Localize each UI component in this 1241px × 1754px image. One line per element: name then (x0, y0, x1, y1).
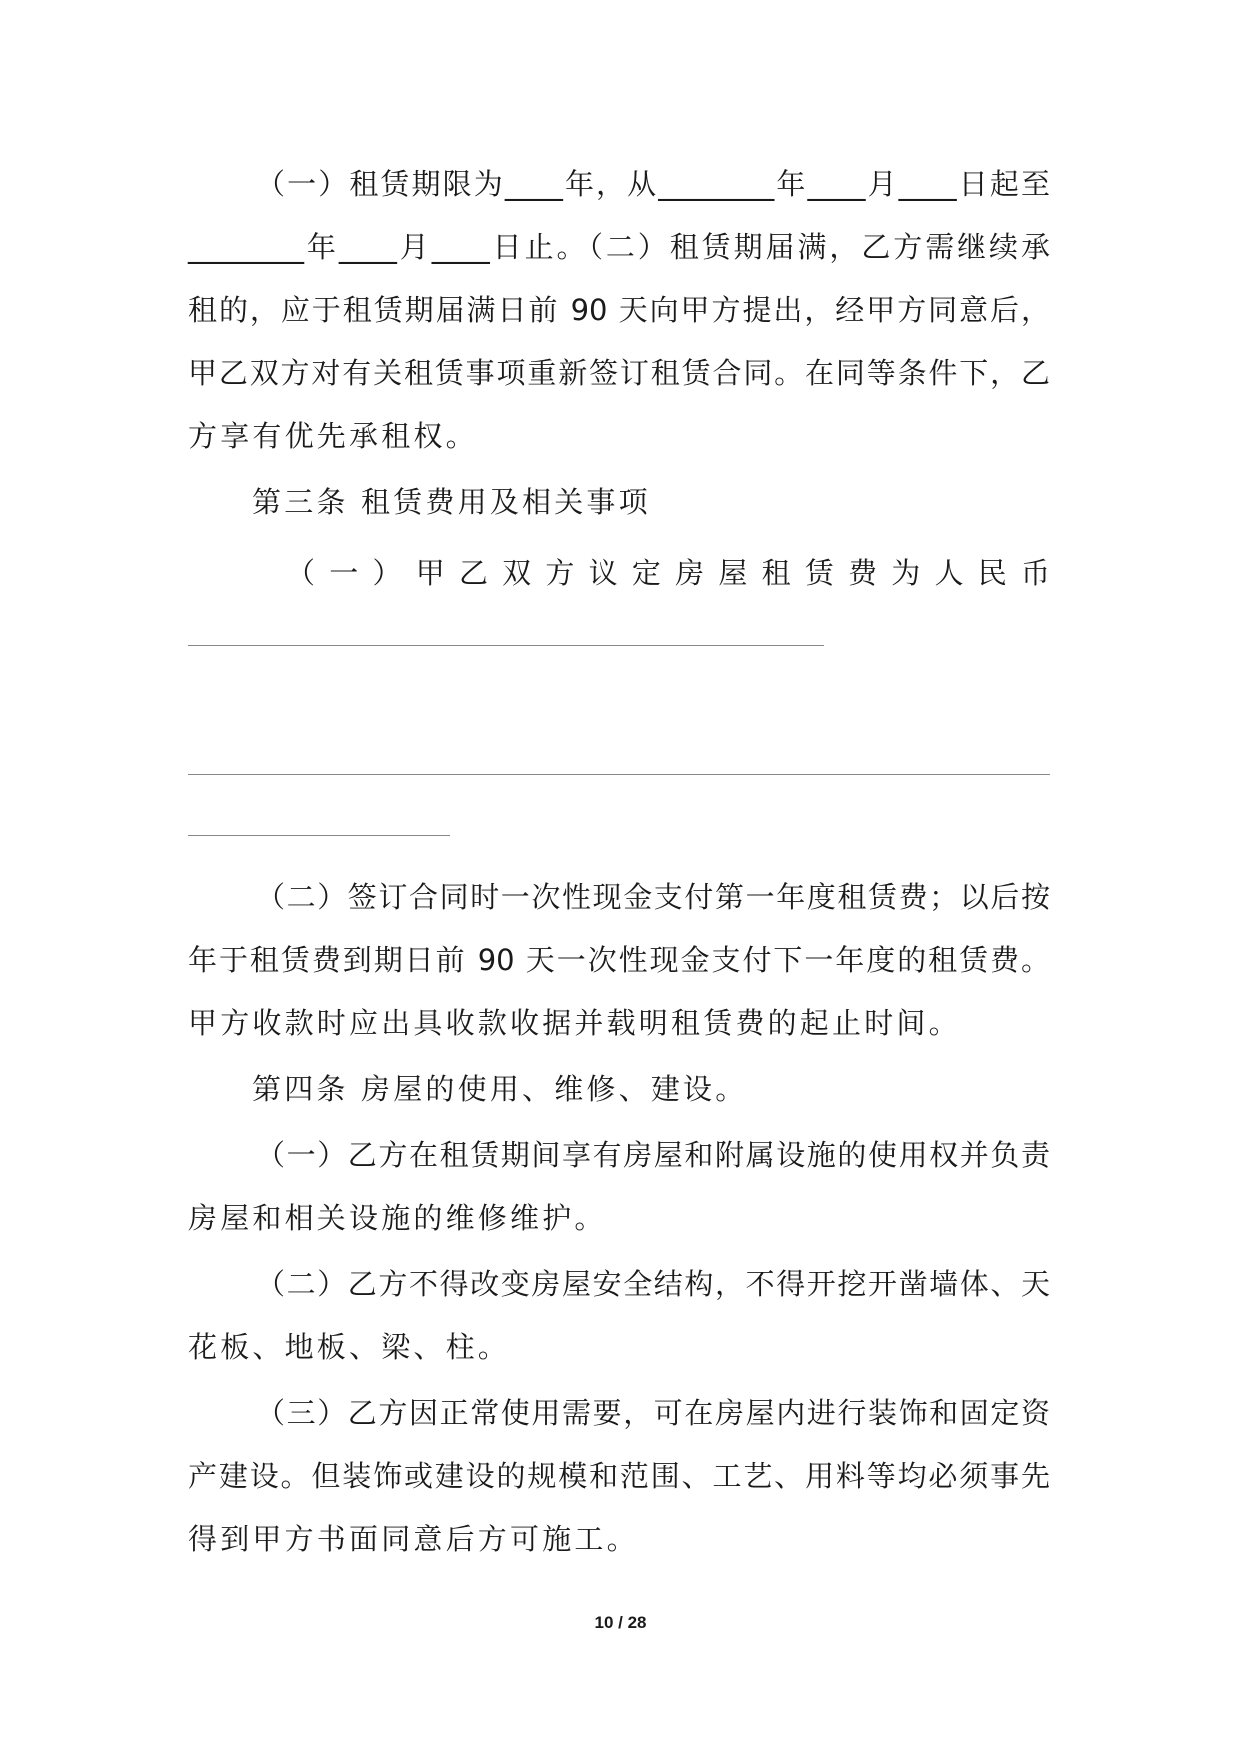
paragraph-line: 产建设。但装饰或建设的规模和范围、工艺、用料等均必须事先 (188, 1459, 1050, 1493)
paragraph-line: 租的，应于租赁期届满日前 90 天向甲方提出，经甲方同意后， (188, 293, 1050, 327)
page-number: 10 / 28 (594, 1613, 647, 1632)
paragraph-line: （一）租赁期限为____年，从________年____月____日起至 (256, 167, 1050, 201)
paragraph-line: （三）乙方因正常使用需要，可在房屋内进行装饰和固定资 (256, 1396, 1050, 1430)
article-heading: 第三条 租赁费用及相关事项 (252, 485, 651, 519)
blank-fill-line (188, 774, 1050, 775)
paragraph-line: 房屋和相关设施的维修维护。 (188, 1201, 607, 1235)
paragraph-line: 甲乙双方对有关租赁事项重新签订租赁合同。在同等条件下，乙 (188, 356, 1050, 390)
paragraph-line: ________年____月____日止。（二）租赁期届满，乙方需继续承 (188, 230, 1050, 264)
paragraph-line: 年于租赁费到期日前 90 天一次性现金支付下一年度的租赁费。 (188, 943, 1050, 977)
paragraph-line: （一）乙方在租赁期间享有房屋和附属设施的使用权并负责 (256, 1138, 1050, 1172)
paragraph-line: 得到甲方书面同意后方可施工。 (188, 1522, 639, 1556)
blank-fill-line (188, 835, 450, 836)
paragraph-line: （二）乙方不得改变房屋安全结构，不得开挖开凿墙体、天 (256, 1267, 1050, 1301)
paragraph-line: 甲方收款时应出具收款收据并载明租赁费的起止时间。 (188, 1006, 961, 1040)
paragraph-line: 方享有优先承租权。 (188, 419, 478, 453)
blank-fill-line (188, 645, 824, 646)
article-heading: 第四条 房屋的使用、维修、建设。 (252, 1072, 748, 1106)
paragraph-line: （ 一 ） 甲 乙 双 方 议 定 房 屋 租 赁 费 为 人 民 币 (286, 556, 1050, 590)
paragraph-line: 花板、地板、梁、柱。 (188, 1330, 511, 1364)
paragraph-line: （二）签订合同时一次性现金支付第一年度租赁费；以后按 (256, 880, 1050, 914)
